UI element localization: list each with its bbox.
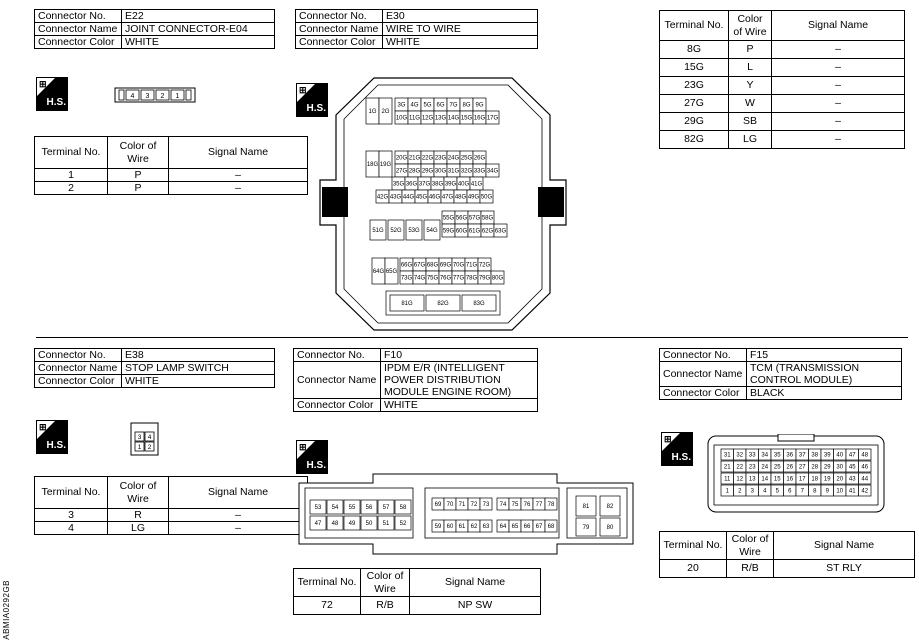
f10-cavity-label: 48: [331, 521, 339, 528]
f15-cavity-label: 14: [761, 476, 769, 483]
e22-connector-no: E22: [122, 10, 275, 23]
e30-cavity-label: 26G: [473, 155, 486, 162]
label-connector-name: Connector Name: [294, 362, 381, 399]
e30-cavity-label: 71G: [465, 262, 478, 269]
f15-cavity-label: 30: [836, 464, 844, 471]
f10-cavity-label: 69: [434, 502, 442, 509]
e30-cavity-label: 35G: [392, 181, 405, 188]
e30-cavity-label: 82G: [437, 301, 449, 308]
f15-cavity-label: 33: [748, 452, 756, 459]
f15-cavity-label: 27: [798, 464, 806, 471]
f10-cavity-label: 70: [446, 502, 454, 509]
e30-cavity-label: 18G: [366, 162, 379, 169]
e38-terminal-table: [34, 476, 308, 535]
f10-cavity-label: 61: [458, 524, 466, 531]
f15-cavity-label: 41: [848, 488, 856, 495]
f10-cavity-label: 64: [499, 524, 507, 531]
f10-cavity-label: 58: [399, 505, 407, 512]
e22-terminal-table: [34, 136, 308, 195]
f15-cavity-label: 15: [773, 476, 781, 483]
header-terminal-no: Terminal No.: [660, 11, 729, 41]
f10-cavity-label: 63: [482, 524, 490, 531]
e30-cavity-label: 49G: [467, 194, 480, 201]
label-connector-color: Connector Color: [35, 375, 122, 388]
e30-cavity-label: 19G: [379, 162, 392, 169]
f10-cavity-label: 53: [314, 505, 322, 512]
label-connector-color: Connector Color: [294, 399, 381, 412]
f10-cavity-label: 75: [511, 502, 519, 509]
label-connector-color: Connector Color: [660, 387, 747, 400]
e22-pin-label: 3: [145, 93, 150, 100]
f10-cavity-label: 60: [446, 524, 454, 531]
e30-cavity-label: 59G: [442, 228, 455, 235]
e30-cavity-label: 23G: [434, 155, 447, 162]
table-row: 20 R/B ST RLY: [660, 560, 915, 578]
e30-cavity-label: 50G: [480, 194, 493, 201]
e30-cavity-label: 28G: [408, 168, 421, 175]
e30-cavity-label: 4G: [410, 102, 419, 109]
e30-cavity-label: 7G: [449, 102, 458, 109]
label-connector-no: Connector No.: [35, 349, 122, 362]
e22-pin-label: 4: [130, 93, 135, 100]
e30-cavity-label: 1G: [368, 109, 377, 116]
f10-connector-name: IPDM E/R (INTELLIGENT POWER DISTRIBUTION MODULE ENGINE ROOM): [381, 362, 538, 399]
f10-terminal-table: [293, 568, 541, 615]
f15-cavity-label: 44: [861, 476, 869, 483]
f10-cavity-label: 82: [606, 504, 614, 511]
header-terminal-no: Terminal No.: [294, 569, 361, 597]
f15-cavity-label: 29: [823, 464, 831, 471]
f10-cavity-label: 51: [382, 521, 390, 528]
f10-cavity-label: 50: [365, 521, 373, 528]
e30-cavity-label: 22G: [421, 155, 434, 162]
f15-cavity-label: 23: [748, 464, 756, 471]
table-row: 1 P –: [35, 169, 308, 182]
hs-icon: ⊞ H.S.: [36, 420, 68, 454]
e38-pin-label: 3: [137, 434, 142, 441]
e30-cavity-label: 74G: [413, 275, 426, 282]
table-row: 72 R/B NP SW: [294, 597, 541, 615]
e30-cavity-label: 34G: [486, 168, 499, 175]
table-row: 27G W –: [660, 95, 905, 113]
f15-connector-no: F15: [747, 349, 902, 362]
label-connector-name: Connector Name: [35, 23, 122, 36]
header-terminal-no: Terminal No.: [35, 137, 108, 169]
header-color-of-wire: Color of Wire: [727, 532, 774, 560]
label-connector-name: Connector Name: [296, 23, 383, 36]
hs-icon: ⊞ H.S.: [36, 77, 68, 111]
f15-cavity-label: 48: [861, 452, 869, 459]
header-signal-name: Signal Name: [169, 137, 308, 169]
e30-cavity-label: 79G: [478, 275, 491, 282]
e30-cavity-label: 6G: [436, 102, 445, 109]
e30-cavity-label: 24G: [447, 155, 460, 162]
e30-cavity-label: 53G: [408, 228, 420, 235]
e30-cavity-label: 12G: [421, 115, 434, 122]
e30-cavity-label: 17G: [486, 115, 499, 122]
header-signal-name: Signal Name: [410, 569, 541, 597]
e22-pin-label: 1: [175, 93, 180, 100]
e30-cavity-label: 47G: [441, 194, 454, 201]
e22-connector-face: [114, 87, 196, 103]
e30-cavity-label: 14G: [447, 115, 460, 122]
f10-cavity-label: 71: [458, 502, 466, 509]
e30-cavity-label: 60G: [455, 228, 468, 235]
e38-pin-label: 1: [137, 444, 142, 451]
label-connector-no: Connector No.: [35, 10, 122, 23]
e30-cavity-label: 27G: [395, 168, 408, 175]
f15-cavity-label: 26: [786, 464, 794, 471]
f15-terminal-table: [659, 531, 915, 578]
e22-connector-name: JOINT CONNECTOR-E04: [122, 23, 275, 36]
f15-cavity-label: 12: [736, 476, 744, 483]
f10-cavity-label: 55: [348, 505, 356, 512]
e30-cavity-label: 81G: [401, 301, 413, 308]
e38-connector-name: STOP LAMP SWITCH: [122, 362, 275, 375]
f15-cavity-label: 11: [724, 476, 731, 483]
e30-cavity-label: 36G: [405, 181, 418, 188]
e30-cavity-label: 57G: [468, 215, 481, 222]
e38-pin-label: 2: [147, 444, 152, 451]
e30-cavity-label: 67G: [413, 262, 426, 269]
f15-cavity-label: 21: [723, 464, 731, 471]
f10-connector-color: WHITE: [381, 399, 538, 412]
e30-cavity-label: 9G: [475, 102, 484, 109]
e30-cavity-label: 15G: [460, 115, 473, 122]
f15-cavity-label: 8: [813, 488, 817, 495]
e30-cavity-label: 76G: [439, 275, 452, 282]
e30-cavity-label: 38G: [431, 181, 444, 188]
e22-connector-color: WHITE: [122, 36, 275, 49]
header-color-of-wire: Color of Wire: [108, 137, 169, 169]
e30-cavity-label: 51G: [372, 228, 384, 235]
f10-cavity-label: 54: [331, 505, 339, 512]
e30-cavity-label: 30G: [434, 168, 447, 175]
e22-connector-info: [34, 9, 275, 49]
e30-cavity-label: 62G: [481, 228, 494, 235]
f15-connector-face: [706, 434, 886, 514]
e30-cavity-label: 43G: [389, 194, 402, 201]
figure-code: ABMIA0292GB: [2, 580, 11, 640]
f15-cavity-label: 4: [763, 488, 767, 495]
f15-connector-color: BLACK: [747, 387, 902, 400]
e30-cavity-label: 70G: [452, 262, 465, 269]
f15-cavity-label: 24: [761, 464, 769, 471]
f15-cavity-label: 46: [861, 464, 869, 471]
f15-cavity-label: 47: [848, 452, 856, 459]
f10-cavity-label: 68: [547, 524, 555, 531]
f10-cavity-label: 49: [348, 521, 356, 528]
e30-cavity-label: 58G: [481, 215, 494, 222]
label-connector-no: Connector No.: [296, 10, 383, 23]
f15-cavity-label: 38: [811, 452, 819, 459]
e30-cavity-label: 32G: [460, 168, 473, 175]
e30-connector-color: WHITE: [383, 36, 538, 49]
e30-cavity-label: 29G: [421, 168, 434, 175]
f15-cavity-label: 43: [848, 476, 856, 483]
section-divider: [36, 337, 908, 338]
f15-cavity-label: 34: [761, 452, 769, 459]
f10-cavity-label: 80: [606, 525, 614, 532]
f15-cavity-label: 35: [773, 452, 781, 459]
f15-cavity-label: 45: [848, 464, 856, 471]
f15-cavity-label: 5: [775, 488, 779, 495]
header-signal-name: Signal Name: [169, 477, 308, 509]
f15-cavity-label: 31: [723, 452, 731, 459]
f10-connector-info: [293, 348, 538, 412]
e30-cavity-label: 78G: [465, 275, 478, 282]
e30-cavity-label: 42G: [376, 194, 389, 201]
f10-cavity-label: 59: [434, 524, 442, 531]
f10-cavity-label: 81: [582, 504, 590, 511]
e30-cavity-label: 16G: [473, 115, 486, 122]
e30-cavity-label: 72G: [478, 262, 491, 269]
e30-cavity-label: 48G: [454, 194, 467, 201]
f15-cavity-label: 19: [823, 476, 831, 483]
header-color-of-wire: Color of Wire: [361, 569, 410, 597]
e30-cavity-label: 61G: [468, 228, 481, 235]
e30-cavity-label: 56G: [455, 215, 468, 222]
f15-cavity-label: 36: [786, 452, 794, 459]
f15-cavity-label: 39: [823, 452, 831, 459]
e30-cavity-label: 40G: [457, 181, 470, 188]
f15-cavity-label: 17: [798, 476, 806, 483]
e30-cavity-label: 11G: [409, 115, 420, 122]
table-row: 82G LG –: [660, 131, 905, 149]
f15-cavity-label: 1: [725, 488, 729, 495]
f15-connector-name: TCM (TRANSMISSION CONTROL MODULE): [747, 362, 902, 387]
hs-icon: ⊞ H.S.: [296, 83, 328, 117]
e30-cavity-label: 39G: [444, 181, 457, 188]
e30-cavity-label: 20G: [395, 155, 408, 162]
f10-cavity-label: 62: [470, 524, 478, 531]
f15-cavity-label: 7: [800, 488, 804, 495]
e30-cavity-label: 73G: [400, 275, 413, 282]
f15-cavity-label: 40: [836, 452, 844, 459]
f10-cavity-label: 56: [365, 505, 373, 512]
f10-cavity-label: 47: [314, 521, 322, 528]
table-row: 2 P –: [35, 182, 308, 195]
table-row: 15G L –: [660, 59, 905, 77]
label-connector-color: Connector Color: [35, 36, 122, 49]
label-connector-color: Connector Color: [296, 36, 383, 49]
e30-cavity-label: 45G: [415, 194, 428, 201]
f15-cavity-label: 9: [825, 488, 829, 495]
e30-cavity-label: 8G: [462, 102, 471, 109]
table-row: 4 LG –: [35, 522, 308, 535]
label-connector-name: Connector Name: [35, 362, 122, 375]
f10-cavity-label: 76: [523, 502, 531, 509]
e30-cavity-label: 69G: [439, 262, 452, 269]
e30-terminal-table: [659, 10, 905, 149]
f15-cavity-label: 13: [748, 476, 756, 483]
e30-cavity-label: 52G: [390, 228, 402, 235]
f10-cavity-label: 52: [399, 521, 407, 528]
e38-connector-color: WHITE: [122, 375, 275, 388]
e30-cavity-label: 77G: [452, 275, 465, 282]
f15-cavity-label: 22: [736, 464, 744, 471]
e30-cavity-label: 2G: [381, 109, 390, 116]
header-terminal-no: Terminal No.: [660, 532, 727, 560]
f15-cavity-label: 37: [798, 452, 806, 459]
table-row: 23G Y –: [660, 77, 905, 95]
e30-cavity-label: 64G: [372, 269, 385, 276]
e30-connector-info: [295, 9, 538, 49]
f10-cavity-label: 65: [511, 524, 519, 531]
e30-cavity-label: 46G: [428, 194, 441, 201]
f15-cavity-label: 20: [836, 476, 844, 483]
hs-icon: ⊞ H.S.: [296, 440, 328, 474]
e30-cavity-label: 65G: [385, 269, 398, 276]
e30-cavity-label: 55G: [442, 215, 455, 222]
e30-cavity-label: 41G: [470, 181, 483, 188]
e30-connector-no: E30: [383, 10, 538, 23]
e30-cavity-label: 83G: [473, 301, 485, 308]
e38-connector-no: E38: [122, 349, 275, 362]
e38-pin-label: 4: [147, 434, 152, 441]
header-color-of-wire: Color of Wire: [729, 11, 772, 41]
f15-cavity-label: 16: [786, 476, 794, 483]
e30-cavity-label: 10G: [395, 115, 408, 122]
header-color-of-wire: Color of Wire: [108, 477, 169, 509]
e30-cavity-label: 25G: [460, 155, 473, 162]
e38-connector-info: [34, 348, 275, 388]
f10-connector-no: F10: [381, 349, 538, 362]
f15-cavity-label: 25: [773, 464, 781, 471]
e30-cavity-label: 5G: [423, 102, 432, 109]
e30-cavity-label: 75G: [426, 275, 439, 282]
f15-cavity-label: 18: [811, 476, 819, 483]
e30-cavity-label: 54G: [426, 228, 438, 235]
header-terminal-no: Terminal No.: [35, 477, 108, 509]
e30-cavity-label: 33G: [473, 168, 486, 175]
e30-connector-face: [316, 75, 570, 333]
e30-cavity-label: 21G: [408, 155, 421, 162]
header-signal-name: Signal Name: [772, 11, 905, 41]
e30-cavity-label: 31G: [447, 168, 460, 175]
header-signal-name: Signal Name: [774, 532, 915, 560]
e30-connector-name: WIRE TO WIRE: [383, 23, 538, 36]
f10-cavity-label: 66: [523, 524, 531, 531]
e30-cavity-label: 63G: [494, 228, 507, 235]
table-row: 3 R –: [35, 509, 308, 522]
f10-cavity-label: 79: [582, 525, 590, 532]
f10-cavity-label: 73: [482, 502, 490, 509]
f15-connector-info: [659, 348, 902, 400]
f15-cavity-label: 10: [836, 488, 844, 495]
e22-pin-label: 2: [160, 93, 165, 100]
f15-cavity-label: 3: [750, 488, 754, 495]
f15-cavity-label: 42: [861, 488, 869, 495]
hs-icon: ⊞ H.S.: [661, 432, 693, 466]
e30-cavity-label: 68G: [426, 262, 439, 269]
label-connector-no: Connector No.: [660, 349, 747, 362]
f15-cavity-label: 28: [811, 464, 819, 471]
e30-cavity-label: 80G: [491, 275, 504, 282]
e30-cavity-label: 13G: [434, 115, 447, 122]
e30-cavity-label: 44G: [402, 194, 415, 201]
e30-cavity-label: 3G: [397, 102, 406, 109]
e30-cavity-label: 37G: [418, 181, 431, 188]
f10-cavity-label: 78: [547, 502, 555, 509]
f10-cavity-label: 77: [535, 502, 543, 509]
f10-connector-face: [297, 472, 635, 556]
table-row: 29G SB –: [660, 113, 905, 131]
label-connector-no: Connector No.: [294, 349, 381, 362]
f10-cavity-label: 74: [499, 502, 507, 509]
table-row: 8G P –: [660, 41, 905, 59]
f15-cavity-label: 32: [736, 452, 744, 459]
e38-connector-face: [130, 422, 160, 456]
f15-cavity-label: 2: [738, 488, 742, 495]
f15-cavity-label: 6: [788, 488, 792, 495]
label-connector-name: Connector Name: [660, 362, 747, 387]
e30-cavity-label: 66G: [400, 262, 413, 269]
f10-cavity-label: 72: [470, 502, 478, 509]
f10-cavity-label: 67: [535, 524, 543, 531]
f10-cavity-label: 57: [382, 505, 390, 512]
